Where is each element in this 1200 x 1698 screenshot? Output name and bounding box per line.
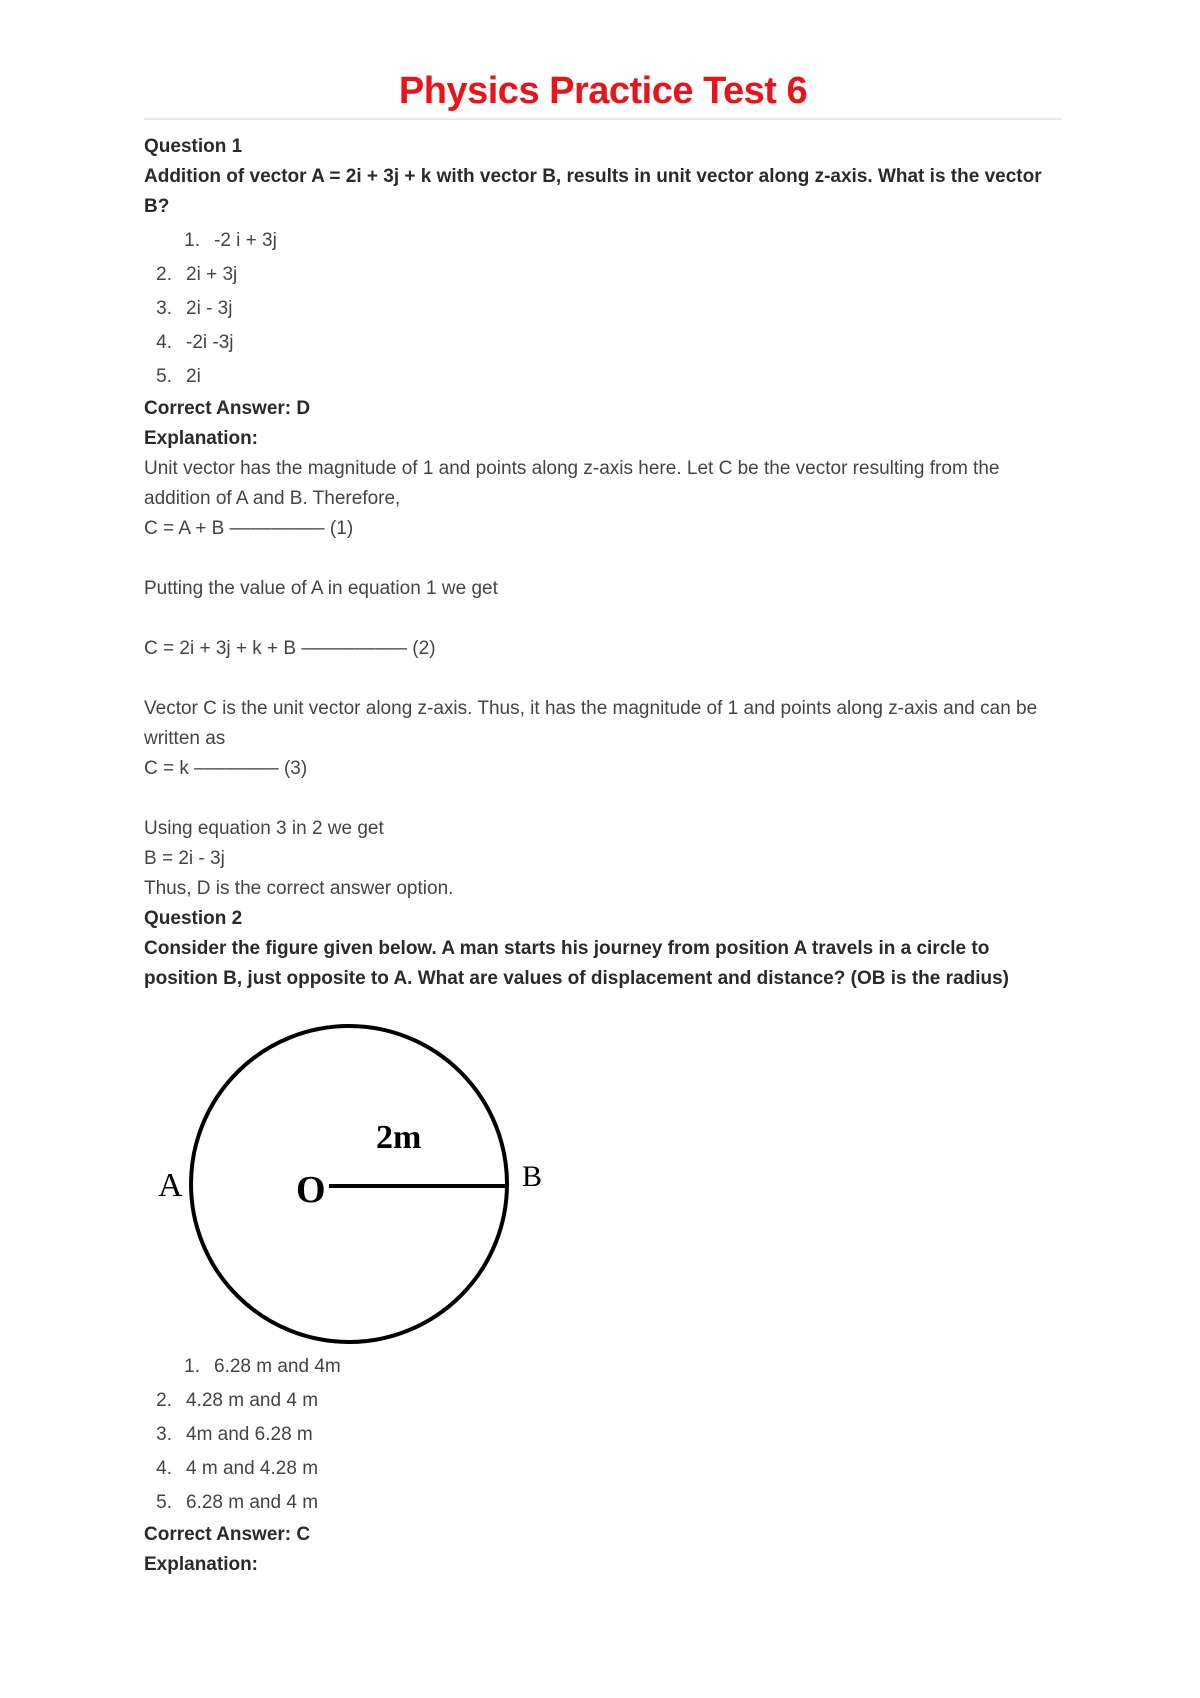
- circle-figure: [144, 1006, 564, 1346]
- label-radius: 2m: [376, 1119, 422, 1156]
- label-o: O: [296, 1169, 326, 1211]
- explanation-spacer: [144, 544, 1062, 574]
- explanation-line: Vector C is the unit vector along z-axis. Thus, it has the magnitude of 1 and points along z-axis and can be written as: [144, 698, 1038, 749]
- option-number: 2.: [156, 1390, 172, 1411]
- explanation-line: C = A + B ––––––––– (1): [144, 518, 354, 539]
- option-number: 3.: [156, 1424, 172, 1445]
- question-1-explanation-label: Explanation:: [144, 428, 259, 449]
- option-item: [144, 1384, 1062, 1418]
- option-number: 5.: [156, 366, 172, 387]
- option-number: 4.: [156, 1458, 172, 1479]
- explanation-spacer: [144, 784, 1062, 814]
- question-1-correct-answer: Correct Answer: D: [144, 398, 311, 419]
- option-number: 4.: [156, 332, 172, 353]
- option-text: 4 m and 4.28 m: [186, 1458, 319, 1479]
- question-1-heading: Question 1: [144, 136, 243, 157]
- option-item: [144, 326, 1062, 360]
- option-item: [144, 1452, 1062, 1486]
- option-text: 2i - 3j: [186, 298, 233, 319]
- explanation-line: C = k –––––––– (3): [144, 758, 308, 779]
- label-b: B: [522, 1160, 543, 1193]
- option-text: 6.28 m and 4m: [214, 1356, 341, 1377]
- explanation-line: B = 2i - 3j: [144, 848, 225, 869]
- option-item: [144, 1350, 1062, 1384]
- option-item: [144, 292, 1062, 326]
- title-divider: [144, 118, 1062, 120]
- explanation-line: Unit vector has the magnitude of 1 and points along z-axis here. Let C be the vector resulting from the addition of A and B. Therefore,: [144, 458, 1000, 509]
- content: [144, 132, 1062, 1580]
- question-2-text: Consider the figure given below. A man starts his journey from position A travels in a circle to position B, just opposite to A. What are values of displacement and distance? (OB is the radius): [144, 938, 1009, 989]
- option-number: 5.: [156, 1492, 172, 1513]
- page-title: Physics Practice Test 6: [398, 70, 808, 112]
- option-text: -2i -3j: [186, 332, 234, 353]
- question-1-options: [144, 224, 1062, 394]
- option-number: 1.: [184, 230, 200, 251]
- option-text: 4m and 6.28 m: [186, 1424, 313, 1445]
- option-item: [144, 360, 1062, 394]
- option-text: 2i: [186, 366, 201, 387]
- explanation-spacer: [144, 604, 1062, 634]
- label-a: A: [158, 1167, 183, 1204]
- explanation-line: Using equation 3 in 2 we get: [144, 818, 384, 839]
- explanation-line: C = 2i + 3j + k + B –––––––––– (2): [144, 638, 436, 659]
- option-number: 3.: [156, 298, 172, 319]
- option-item: [144, 224, 1062, 258]
- option-text: 4.28 m and 4 m: [186, 1390, 319, 1411]
- question-2-options: [144, 1350, 1062, 1520]
- option-item: [144, 258, 1062, 292]
- question-1-text: Addition of vector A = 2i + 3j + k with vector B, results in unit vector along z-axis. What is the vector B?: [144, 166, 1042, 217]
- explanation-line: Putting the value of A in equation 1 we get: [144, 578, 498, 599]
- explanation-line: Thus, D is the correct answer option.: [144, 878, 454, 899]
- option-text: -2 i + 3j: [214, 230, 277, 251]
- question-2-heading: Question 2: [144, 908, 243, 929]
- option-item: [144, 1486, 1062, 1520]
- option-text: 2i + 3j: [186, 264, 238, 285]
- option-item: [144, 1418, 1062, 1452]
- option-number: 2.: [156, 264, 172, 285]
- circle-diagram: [144, 1006, 564, 1346]
- option-text: 6.28 m and 4 m: [186, 1492, 319, 1513]
- explanation-spacer: [144, 664, 1062, 694]
- option-number: 1.: [184, 1356, 200, 1377]
- question-2-correct-answer: Correct Answer: C: [144, 1524, 311, 1545]
- question-2-explanation-label: Explanation:: [144, 1554, 259, 1575]
